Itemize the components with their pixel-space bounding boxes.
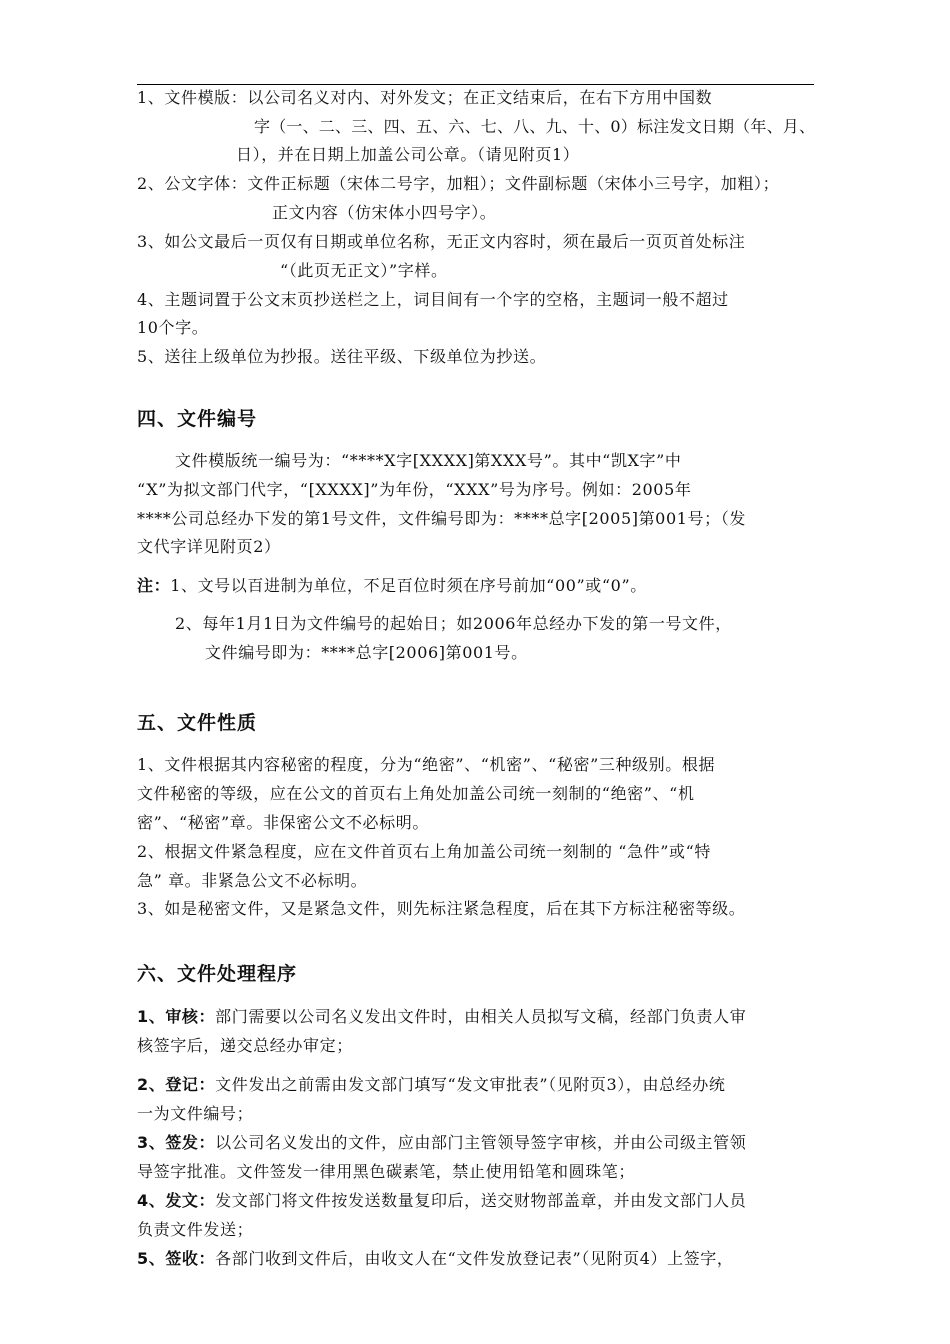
step-2-label: 2、登记： xyxy=(137,1075,216,1094)
item-3-line-1: 3、如公文最后一页仅有日期或单位名称，无正文内容时，须在最后一页页首处标注 xyxy=(137,232,746,251)
step-2-line-2: 一为文件编号； xyxy=(137,1104,254,1123)
step-1-label: 1、审核： xyxy=(137,1007,216,1026)
section-4-para-line-2: “X”为拟文部门代字，“[XXXX]”为年份，“XXX”号为序号。例如：2005年 xyxy=(137,480,692,499)
note-2-line-1: 2、每年1月1日为文件编号的起始日；如2006年总经办下发的第一号文件， xyxy=(175,614,732,633)
section-5-line-5: 急” 章。非紧急公文不必标明。 xyxy=(137,871,368,890)
item-1-line-1: 1、文件模版：以公司名义对内、对外发文；在正文结束后，在右下方用中国数 xyxy=(137,88,713,107)
section-4-para-line-3: ****公司总经办下发的第1号文件，文件编号即为：****总字[2005]第001号；（发 xyxy=(137,509,746,528)
section-6-heading: 六、文件处理程序 xyxy=(137,963,298,985)
step-4-line-1: 4、发文：发文部门将文件按发送数量复印后，送交财物部盖章，并由发文部门人员 xyxy=(137,1191,747,1210)
section-5-heading: 五、文件性质 xyxy=(137,712,258,734)
step-5-line-1: 5、签收：各部门收到文件后，由收文人在“文件发放登记表”（见附页4）上签字， xyxy=(137,1249,734,1268)
item-2-line-2: 正文内容（仿宋体小四号字）。 xyxy=(272,203,497,222)
top-rule xyxy=(137,84,814,85)
item-3-line-2: “（此页无正文）”字样。 xyxy=(280,261,448,280)
section-5-line-3: 密”、“秘密”章。非保密公文不必标明。 xyxy=(137,813,429,832)
section-5-line-4: 2、根据文件紧急程度，应在文件首页右上角加盖公司统一刻制的 “急件”或“特 xyxy=(137,842,712,861)
item-4-line-1: 4、主题词置于公文末页抄送栏之上，词目间有一个字的空格，主题词一般不超过 xyxy=(137,290,729,309)
section-5-line-6: 3、如是秘密文件，又是紧急文件，则先标注紧急程度，后在其下方标注秘密等级。 xyxy=(137,899,746,918)
item-2-line-1: 2、公文字体：文件正标题（宋体二号字，加粗）；文件副标题（宋体小三号字，加粗）； xyxy=(137,174,780,193)
step-1-line-1: 1、审核：部门需要以公司名义发出文件时，由相关人员拟写文稿，经部门负责人审 xyxy=(137,1007,747,1026)
note-1: 1、文号以百进制为单位，不足百位时须在序号前加“00”或“0”。 xyxy=(170,576,647,595)
item-5-line-1: 5、送往上级单位为抄报。送往平级、下级单位为抄送。 xyxy=(137,347,547,366)
step-1-line-2: 核签字后，递交总经办审定； xyxy=(137,1036,353,1055)
note-2-line-2: 文件编号即为：****总字[2006]第001号。 xyxy=(205,643,528,662)
step-2-line-1: 2、登记：文件发出之前需由发文部门填写“发文审批表”（见附页3），由总经办统 xyxy=(137,1075,726,1094)
step-4-line-2: 负责文件发送； xyxy=(137,1220,254,1239)
section-4-heading: 四、文件编号 xyxy=(137,408,258,430)
step-3-line-1: 3、签发：以公司名义发出的文件，应由部门主管领导签字审核，并由公司级主管领 xyxy=(137,1133,747,1152)
item-1-line-3: 日），并在日期上加盖公司公章。（请见附页1） xyxy=(236,145,580,164)
item-4-line-2: 10个字。 xyxy=(137,318,209,337)
section-4-para-line-4: 文代字详见附页2） xyxy=(137,537,281,556)
note-label: 注： xyxy=(137,576,171,595)
step-3-line-2: 导签字批准。文件签发一律用黑色碳素笔，禁止使用铅笔和圆珠笔； xyxy=(137,1162,636,1181)
step-5-label: 5、签收： xyxy=(137,1249,216,1268)
note-line-1 xyxy=(137,576,647,596)
step-4-label: 4、发文： xyxy=(137,1191,216,1210)
section-5-line-2: 文件秘密的等级，应在公文的首页右上角处加盖公司统一刻制的“绝密”、“机 xyxy=(137,784,695,803)
step-3-label: 3、签发： xyxy=(137,1133,216,1152)
section-5-line-1: 1、文件根据其内容秘密的程度，分为“绝密”、“机密”、“秘密”三种级别。根据 xyxy=(137,755,716,774)
section-4-para-line-1: 文件模版统一编号为：“****X字[XXXX]第XXX号”。其中“凯X字”中 xyxy=(175,451,682,470)
item-1-line-2: 字（一、二、三、四、五、六、七、八、九、十、0）标注发文日期（年、月、 xyxy=(254,117,816,136)
